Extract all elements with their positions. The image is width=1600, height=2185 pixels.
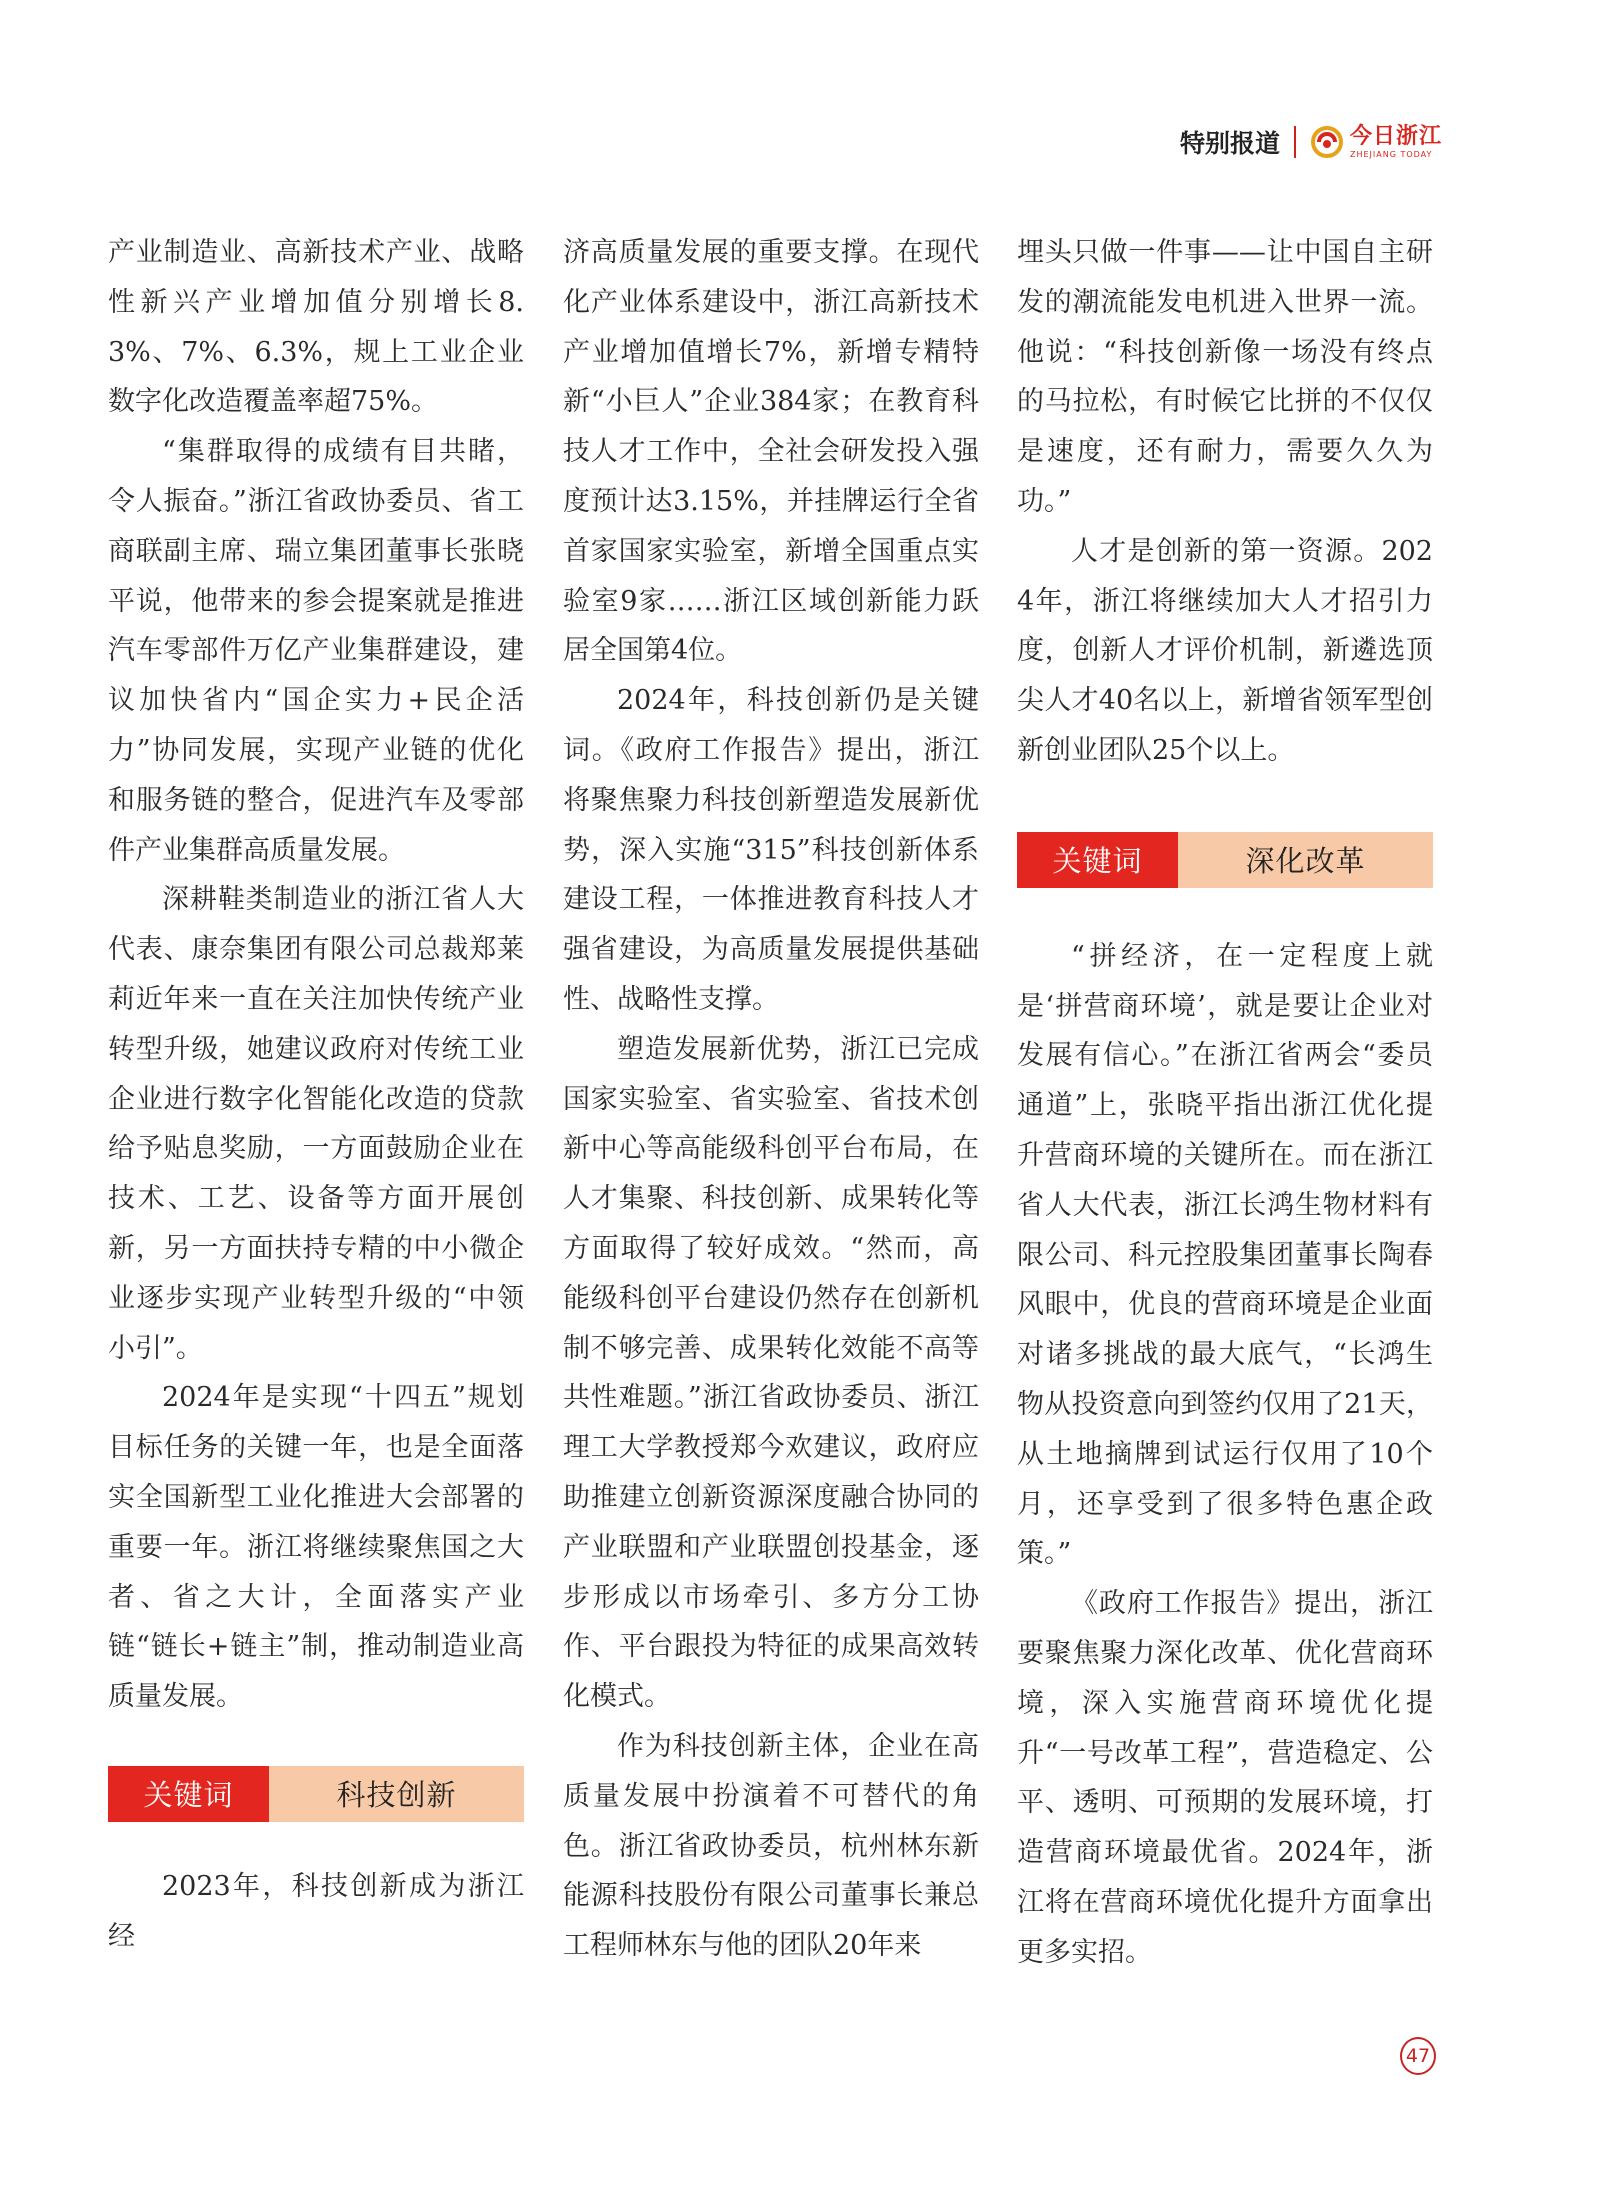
paragraph: 塑造发展新优势，浙江已完成国家实验室、省实验室、省技术创新中心等高能级科创平台布局，在人才集聚、科技创新、成果转化等方面取得了较好成效。“然而，高能级科创平台建设仍然存在创新机制不够完善、成果转化效能不高等共性难题。”浙江省政协委员、浙江理工大学教授郑今欢建议，政府应助推建立创新资源深度融合协同的产业联盟和产业联盟创投基金，逐步形成以市场牵引、多方分工协作、平台跟投为特征的成果高效转化模式。	[563, 1033, 979, 1713]
keyword-banner-tech-innovation	[108, 1766, 524, 1822]
paragraph: 2024年，科技创新仍是关键词。《政府工作报告》提出，浙江将聚焦聚力科技创新塑造发展新优势，深入实施“315”科技创新体系建设工程，一体推进教育科技人才强省建设，为高质量发展提供基础性、战略性支撑。	[563, 685, 979, 1015]
paragraph: 深耕鞋类制造业的浙江省人大代表、康奈集团有限公司总裁郑莱莉近年来一直在关注加快传统产业转型升级，她建议政府对传统工业企业进行数字化智能化改造的贷款给予贴息奖励，一方面鼓励企业在技术、工艺、设备等方面开展创新，另一方面扶持专精的中小微企业逐步实现产业转型升级的“中领小引”。	[108, 884, 524, 1364]
header-divider	[1294, 126, 1296, 158]
page-header	[1180, 118, 1442, 166]
keyword-title: 科技创新	[269, 1766, 524, 1822]
page-number: 47	[1400, 2037, 1436, 2075]
section-label: 特别报道	[1179, 129, 1280, 158]
paragraph: 作为科技创新主体，企业在高质量发展中扮演着不可替代的角色。浙江省政协委员，杭州林东新能源科技股份有限公司董事长兼总工程师林东与他的团队20年来	[563, 1730, 979, 1962]
text-column-3	[1017, 228, 1433, 1978]
logo-chinese-text: 今日浙江	[1349, 123, 1442, 149]
logo-emblem-icon	[1310, 125, 1344, 159]
keyword-tag: 关键词	[1017, 832, 1178, 888]
paragraph: 2024年是实现“十四五”规划目标任务的关键一年，也是全面落实全国新型工业化推进大会部署的重要一年。浙江将继续聚焦国之大者、省之大计，全面落实产业链“链长+链主”制，推动制造业高质量发展。	[108, 1382, 524, 1713]
logo-english-text: ZHEJIANG TODAY	[1349, 149, 1433, 159]
paragraph: 济高质量发展的重要支撑。在现代化产业体系建设中，浙江高新技术产业增加值增长7%，新增专精特新“小巨人”企业384家；在教育科技人才工作中，全社会研发投入强度预计达3.15%，并挂牌运行全省首家国家实验室，新增全国重点实验室9家……浙江区域创新能力跃居全国第4位。	[563, 237, 979, 667]
keyword-tag: 关键词	[108, 1766, 269, 1822]
paragraph: 《政府工作报告》提出，浙江要聚焦聚力深化改革、优化营商环境，深入实施营商环境优化提升“一号改革工程”，营造稳定、公平、透明、可预期的发展环境，打造营商环境最优省。2024年，浙江将在营商环境优化提升方面拿出更多实招。	[1017, 1588, 1433, 1968]
magazine-logo	[1310, 125, 1442, 159]
text-column-2	[563, 228, 979, 1971]
paragraph: 2023年，科技创新成为浙江经	[108, 1870, 524, 1952]
paragraph: “拼经济，在一定程度上就是‘拼营商环境’，就是要让企业对发展有信心。”在浙江省两会“委员通道”上，张晓平指出浙江优化提升营商环境的关键所在。而在浙江省人大代表，浙江长鸿生物材料有限公司、科元控股集团董事长陶春风眼中，优良的营商环境是企业面对诸多挑战的最大底气，“长鸿生物从投资意向到签约仅用了21天，从土地摘牌到试运行仅用了10个月，还享受到了很多特色惠企政策。”	[1017, 940, 1433, 1570]
paragraph: 人才是创新的第一资源。2024年，浙江将继续加大人才招引力度，创新人才评价机制，新遴选顶尖人才40名以上，新增省领军型创新创业团队25个以上。	[1017, 535, 1433, 766]
paragraph: “集群取得的成绩有目共睹，令人振奋。”浙江省政协委员、省工商联副主席、瑞立集团董事长张晓平说，他带来的参会提案就是推进汽车零部件万亿产业集群建设，建议加快省内“国企实力+民企活力”协同发展，实现产业链的优化和服务链的整合，促进汽车及零部件产业集群高质量发展。	[108, 436, 524, 866]
keyword-title: 深化改革	[1178, 832, 1433, 888]
paragraph: 产业制造业、高新技术产业、战略性新兴产业增加值分别增长8.3%、7%、6.3%，规上工业企业数字化改造覆盖率超75%。	[108, 237, 524, 418]
paragraph: 埋头只做一件事——让中国自主研发的潮流能发电机进入世界一流。他说：“科技创新像一场没有终点的马拉松，有时候它比拼的不仅仅是速度，还有耐力，需要久久为功。”	[1017, 237, 1433, 517]
keyword-banner-deepen-reform	[1017, 832, 1433, 888]
text-column-1	[108, 228, 524, 1962]
